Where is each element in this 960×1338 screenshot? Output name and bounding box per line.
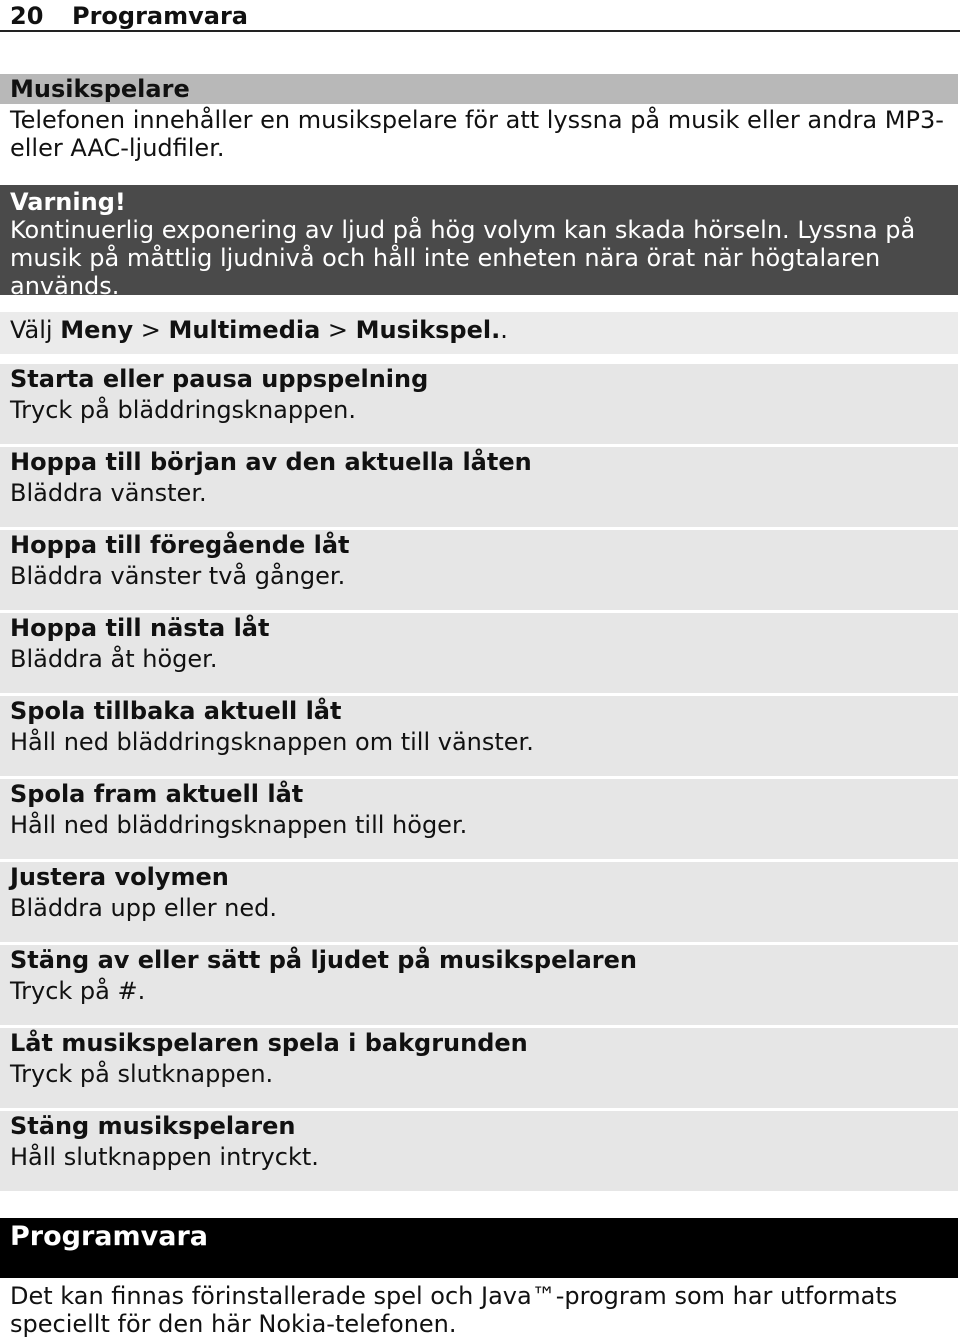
menu-path-step-meny: Meny xyxy=(60,316,134,344)
action-title: Justera volymen xyxy=(10,863,229,891)
warning-text: Kontinuerlig exponering av ljud på hög volym kan skada hörseln. Lyssna på musik på måttlig ljudnivå och håll inte enheten nära örat när högtalaren används. xyxy=(10,216,916,300)
action-description: Tryck på #. xyxy=(10,977,146,1005)
action-description: Håll ned bläddringsknappen om till vänster. xyxy=(10,728,534,756)
action-row xyxy=(0,1111,958,1194)
action-row xyxy=(0,945,958,1028)
action-row xyxy=(0,779,958,862)
action-title: Spola fram aktuell låt xyxy=(10,780,304,808)
action-description: Bläddra vänster två gånger. xyxy=(10,562,346,590)
menu-path-step-multimedia: Multimedia xyxy=(168,316,321,344)
warning-box xyxy=(0,185,958,300)
action-description: Bläddra upp eller ned. xyxy=(10,894,278,922)
menu-path-suffix: . xyxy=(500,316,508,344)
menu-path xyxy=(0,312,958,354)
page-header-title: Programvara xyxy=(72,2,249,30)
intro-paragraph: Telefonen innehåller en musikspelare för att lyssna på musik eller andra MP3- eller AAC-ljudfiler. xyxy=(10,106,944,162)
warning-title: Varning! xyxy=(10,188,126,216)
action-row xyxy=(0,364,958,447)
menu-path-separator: > xyxy=(133,316,169,344)
action-title: Låt musikspelaren spela i bakgrunden xyxy=(10,1029,528,1057)
menu-path-separator: > xyxy=(320,316,356,344)
action-title: Hoppa till föregående låt xyxy=(10,531,350,559)
menu-path-step-musikspel: Musikspel. xyxy=(355,316,501,344)
software-paragraph: Det kan finnas förinstallerade spel och Java™-program som har utformats speciellt för den här Nokia-telefonen. xyxy=(10,1282,898,1338)
action-description: Tryck på bläddringsknappen. xyxy=(10,396,356,424)
action-title: Stäng av eller sätt på ljudet på musikspelaren xyxy=(10,946,637,974)
action-row xyxy=(0,696,958,779)
action-row xyxy=(0,1028,958,1111)
action-title: Stäng musikspelaren xyxy=(10,1112,296,1140)
action-description: Bläddra åt höger. xyxy=(10,645,218,673)
action-title: Spola tillbaka aktuell låt xyxy=(10,697,342,725)
section-heading-programvara: Programvara xyxy=(0,1218,958,1278)
action-title: Starta eller pausa uppspelning xyxy=(10,365,429,393)
menu-path-prefix: Välj xyxy=(10,316,53,344)
action-description: Håll slutknappen intryckt. xyxy=(10,1143,319,1171)
action-row xyxy=(0,447,958,530)
page-header xyxy=(0,0,960,32)
action-title: Hoppa till början av den aktuella låten xyxy=(10,448,532,476)
action-title: Hoppa till nästa låt xyxy=(10,614,270,642)
action-row xyxy=(0,862,958,945)
action-list xyxy=(0,364,958,1194)
action-row xyxy=(0,613,958,696)
action-row xyxy=(0,530,958,613)
page-number: 20 xyxy=(10,2,44,30)
action-description: Håll ned bläddringsknappen till höger. xyxy=(10,811,468,839)
action-description: Bläddra vänster. xyxy=(10,479,207,507)
action-description: Tryck på slutknappen. xyxy=(10,1060,274,1088)
section-heading-musikspelare: Musikspelare xyxy=(0,74,958,104)
